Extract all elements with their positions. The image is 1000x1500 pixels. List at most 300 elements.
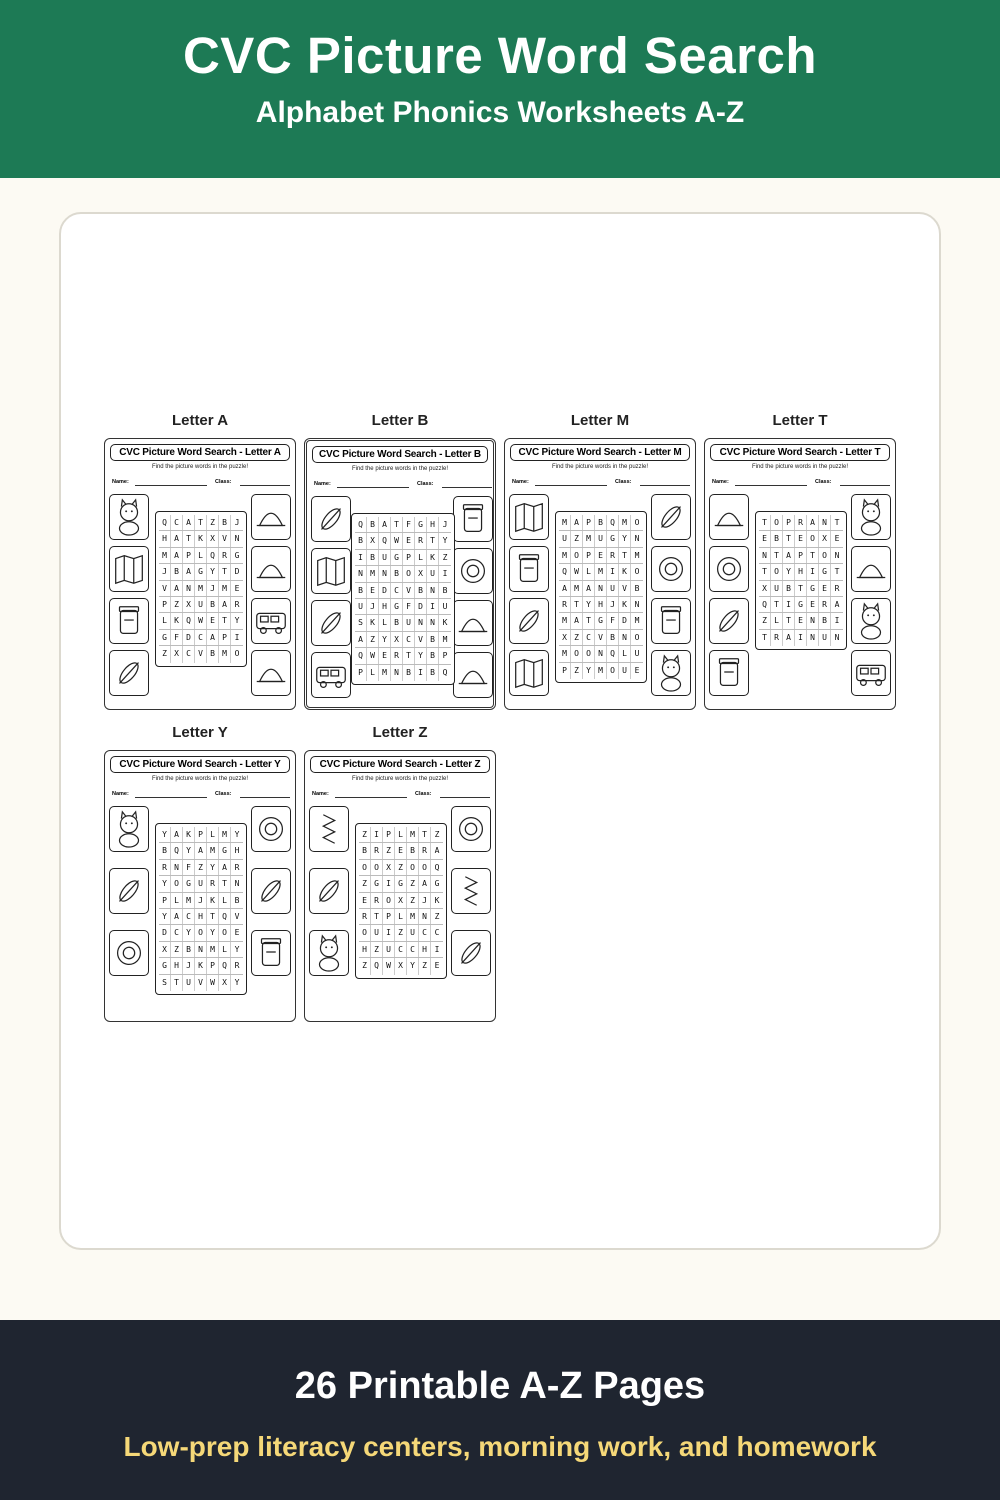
worksheet-thumbnail[interactable] [104,438,296,710]
grid-letter: N [195,942,207,957]
grid-letter: P [559,663,571,679]
grid-letter: Q [442,667,448,677]
grid-letter: E [207,613,219,628]
letter-grid [351,513,455,685]
grid-letter: G [159,630,171,645]
grid-letter: R [419,843,431,858]
jam-icon [109,598,149,644]
grid-letter: U [771,581,783,596]
grid-letter: E [819,581,831,596]
grid-row [159,597,243,613]
bus-icon [311,652,351,698]
grid-letter: T [771,597,783,612]
grid-letter: M [195,581,207,596]
grid-letter: Q [219,909,231,924]
grid-letter: B [359,843,371,858]
grid-letter: T [219,613,231,628]
grid-letter: Y [783,564,795,579]
grid-letter: B [391,566,403,581]
worksheet-title: CVC Picture Word Search - Letter A [110,444,290,461]
grid-letter: I [427,599,439,614]
bat-icon [109,650,149,696]
grid-row [559,613,643,629]
grid-row [559,548,643,564]
footer-tagline: Low-prep literacy centers, morning work, and homework [123,1431,877,1462]
sheet-label: Letter Y [172,724,228,741]
letter-grid [755,511,847,650]
grid-letter: T [219,564,231,579]
grid-letter: F [403,599,415,614]
grid-letter: P [442,651,448,661]
grid-letter: W [391,533,403,548]
name-label: Name: [112,791,129,797]
grid-letter: R [415,533,427,548]
grid-letter: X [367,533,379,548]
grid-letter: Q [559,564,571,579]
grid-letter: B [355,533,367,548]
grid-letter: R [207,876,219,891]
grid-letter: G [234,550,240,560]
grid-letter: G [415,517,427,532]
ten-icon [709,546,749,592]
grid-letter: I [834,616,840,626]
grid-letter: Y [159,827,171,842]
letter-grid [555,511,647,683]
grid-letter: D [234,567,240,577]
grid-row [359,958,443,974]
grid-letter: L [619,646,631,661]
grid-letter: G [607,531,619,546]
worksheet-title: CVC Picture Word Search - Letter T [710,444,890,461]
grid-row [159,876,243,892]
grid-letter: V [619,581,631,596]
grid-letter: Z [419,958,431,974]
grid-letter: Y [234,616,240,626]
grid-letter: U [442,601,448,611]
sheet-label: Letter A [171,412,229,429]
grid-letter: U [607,581,619,596]
worksheet-thumbnail[interactable] [304,438,496,710]
grid-row [355,615,451,631]
grid-row [355,632,451,648]
grid-letter: W [367,648,379,663]
grid-letter: M [207,942,219,957]
grid-letter: Z [407,876,419,891]
milk-icon [651,598,691,644]
name-label: Name: [712,479,729,485]
class-label: Class: [615,479,632,485]
grid-letter: X [415,566,427,581]
grid-letter: R [391,648,403,663]
bib-icon [453,548,493,594]
grid-row [759,581,843,597]
grid-letter: N [234,534,240,544]
grid-letter: B [607,630,619,645]
grid-letter: A [834,599,840,609]
footer-headline: 26 Printable A-Z Pages [294,1365,706,1407]
grid-letter: D [379,583,391,598]
grid-letter: U [619,663,631,679]
grid-letter: N [391,665,403,681]
grid-letter: T [207,909,219,924]
letter-grid [355,823,447,979]
grid-letter: O [807,531,819,546]
grid-letter: C [583,630,595,645]
grid-letter: V [595,630,607,645]
grid-letter: Q [207,548,219,563]
grid-letter: Z [442,552,448,562]
yam-icon [109,868,149,914]
grid-letter: O [383,893,395,908]
grid-letter: Y [183,925,195,940]
worksheet-thumbnail[interactable] [504,438,696,710]
class-label: Class: [815,479,832,485]
grid-letter: R [607,548,619,563]
zucchini-icon [451,930,491,976]
grid-row [355,566,451,582]
page-subtitle: Alphabet Phonics Worksheets A-Z [255,96,745,129]
grid-letter: U [379,550,391,565]
hat-icon [251,494,291,540]
sheet-label: Letter Z [372,724,428,741]
page-title: CVC Picture Word Search [182,27,818,84]
grid-letter: M [159,548,171,563]
grid-letter: I [383,876,395,891]
grid-letter: O [419,860,431,875]
grid-letter: T [391,517,403,532]
grid-letter: M [367,566,379,581]
bun-icon [453,652,493,698]
grid-row [159,564,243,580]
grid-letter: K [171,613,183,628]
grid-letter: M [595,564,607,579]
grid-letter: E [395,843,407,858]
grid-letter: A [219,860,231,875]
grid-letter: T [571,597,583,612]
grid-letter: Q [159,515,171,530]
grid-letter: X [219,975,231,991]
box-icon [453,600,493,646]
grid-row [559,515,643,531]
grid-letter: X [159,942,171,957]
grid-letter: Y [159,876,171,891]
grid-row [759,515,843,531]
zebra-icon [309,930,349,976]
tap-icon [709,598,749,644]
grid-letter: U [819,630,831,646]
grid-letter: M [442,634,448,644]
yacht-icon [251,868,291,914]
grid-letter: U [195,597,207,612]
grid-letter: P [355,665,367,681]
grid-letter: L [219,942,231,957]
worksheet-title: CVC Picture Word Search - Letter B [312,446,488,463]
grid-letter: C [171,925,183,940]
grid-letter: U [371,925,383,940]
grid-letter: K [183,827,195,842]
grid-letter: B [819,613,831,628]
worksheet-thumbnail[interactable] [704,438,896,710]
grid-letter: R [234,599,240,609]
grid-letter: X [171,646,183,662]
grid-letter: A [171,581,183,596]
grid-letter: C [183,909,195,924]
bed-icon [311,548,351,594]
class-label: Class: [417,481,434,487]
yogurt-icon [251,930,291,976]
grid-letter: M [407,909,419,924]
grid-letter: U [634,649,640,659]
grid-letter: N [183,581,195,596]
grid-letter: T [783,613,795,628]
grid-letter: R [159,860,171,875]
grid-letter: X [395,958,407,974]
grid-letter: L [583,564,595,579]
grid-letter: Y [619,531,631,546]
grid-letter: Q [371,958,383,974]
grid-letter: K [367,615,379,630]
grid-letter: B [427,632,439,647]
grid-letter: O [571,548,583,563]
grid-row [159,925,243,941]
grid-letter: O [171,876,183,891]
grid-letter: T [183,531,195,546]
grid-letter: P [159,893,171,908]
grid-letter: P [219,630,231,645]
grid-letter: J [195,893,207,908]
grid-letter: Y [159,909,171,924]
grid-letter: Y [183,843,195,858]
name-label: Name: [512,479,529,485]
grid-letter: B [442,585,448,595]
grid-row [559,564,643,580]
grid-letter: C [195,630,207,645]
grid-letter: H [427,517,439,532]
grid-letter: M [619,515,631,530]
grid-letter: B [367,517,379,532]
grid-letter: T [759,564,771,579]
yak-icon [109,806,149,852]
grid-letter: L [159,613,171,628]
zip-icon [309,806,349,852]
grid-letter: F [183,860,195,875]
grid-letter: X [391,632,403,647]
grid-letter: K [619,564,631,579]
moon-icon [651,546,691,592]
grid-letter: F [607,613,619,628]
grid-letter: V [219,531,231,546]
grid-letter: R [371,843,383,858]
grid-row [759,531,843,547]
footer-banner [0,1320,1000,1500]
grid-row [359,942,443,958]
grid-row [759,597,843,613]
grid-letter: E [359,893,371,908]
grid-letter: B [207,646,219,662]
grid-letter: B [234,895,240,905]
grid-letter: O [819,548,831,563]
grid-letter: G [434,879,440,889]
write-in-line [535,485,607,486]
grid-letter: L [771,613,783,628]
bin-icon [453,496,493,542]
mop-icon [509,598,549,644]
map-icon [509,494,549,540]
grid-letter: E [795,531,807,546]
grid-letter: P [207,958,219,973]
grid-letter: X [383,860,395,875]
grid-letter: Y [583,663,595,679]
grid-letter: B [407,843,419,858]
worksheet-instructions: Find the picture words in the puzzle! [151,464,249,470]
grid-letter: N [427,583,439,598]
grid-letter: J [607,597,619,612]
grid-letter: T [795,581,807,596]
grid-letter: N [807,613,819,628]
grid-letter: R [834,583,840,593]
write-in-line [640,485,690,486]
grid-letter: R [795,515,807,530]
grid-row [559,663,643,679]
grid-letter: N [634,534,640,544]
grid-letter: C [395,942,407,957]
zigzag-icon [451,868,491,914]
grid-letter: Z [359,958,371,974]
worksheet-thumbnail[interactable] [104,750,296,1022]
grid-letter: M [183,893,195,908]
grid-letter: K [207,893,219,908]
grid-row [759,548,843,564]
grid-letter: V [234,911,240,921]
grid-letter: P [383,827,395,842]
grid-letter: Y [207,925,219,940]
cap-icon [251,650,291,696]
grid-letter: X [819,531,831,546]
grid-letter: Q [434,862,440,872]
grid-letter: K [442,618,448,628]
grid-letter: M [559,515,571,530]
grid-letter: U [195,876,207,891]
grid-letter: Z [571,531,583,546]
grid-row [559,597,643,613]
grid-letter: E [367,583,379,598]
grid-letter: R [219,548,231,563]
write-in-line [240,485,290,486]
teddy-icon [851,494,891,540]
letter-grid [155,823,247,995]
grid-letter: I [434,944,440,954]
grid-letter: U [427,566,439,581]
grid-letter: V [195,646,207,662]
tiger-icon [851,598,891,644]
grid-letter: R [819,597,831,612]
header-banner [0,0,1000,178]
grid-letter: F [171,630,183,645]
grid-letter: T [371,909,383,924]
grid-row [359,876,443,892]
grid-letter: H [595,597,607,612]
grid-row [159,827,243,843]
grid-letter: B [427,665,439,681]
grid-letter: N [234,879,240,889]
grid-letter: L [219,893,231,908]
grid-letter: A [207,630,219,645]
grid-letter: T [583,613,595,628]
grid-letter: O [771,564,783,579]
grid-letter: B [634,583,640,593]
grid-letter: O [234,649,240,659]
grid-letter: M [219,581,231,596]
letter-grid [155,511,247,667]
grid-letter: M [219,646,231,662]
grid-letter: Z [195,860,207,875]
grid-letter: B [427,648,439,663]
grid-letter: J [207,581,219,596]
grid-letter: E [379,648,391,663]
grid-letter: T [427,533,439,548]
grid-letter: G [391,550,403,565]
grid-letter: O [571,646,583,661]
grid-letter: T [403,648,415,663]
grid-row [159,581,243,597]
grid-letter: T [619,548,631,563]
train-icon [851,650,891,696]
grid-letter: E [834,534,840,544]
grid-letter: H [795,564,807,579]
grid-letter: W [383,958,395,974]
write-in-line [337,487,409,488]
name-label: Name: [112,479,129,485]
grid-letter: I [371,827,383,842]
grid-letter: Y [207,564,219,579]
grid-letter: O [359,925,371,940]
sheet-label: Letter M [570,412,630,429]
grid-letter: G [371,876,383,891]
grid-letter: H [359,942,371,957]
grid-letter: Z [407,893,419,908]
grid-row [559,531,643,547]
grid-letter: E [595,548,607,563]
grid-letter: T [171,975,183,991]
grid-letter: C [419,925,431,940]
grid-letter: P [583,515,595,530]
grid-letter: M [583,531,595,546]
grid-letter: Z [159,646,171,662]
grid-letter: R [771,630,783,646]
grid-letter: K [434,895,440,905]
grid-letter: Z [571,663,583,679]
grid-letter: B [183,942,195,957]
grid-letter: O [634,518,640,527]
worksheet-thumbnail[interactable] [304,750,496,1022]
grid-letter: B [355,583,367,598]
grid-letter: W [195,613,207,628]
grid-letter: I [807,564,819,579]
map-icon [109,546,149,592]
grid-row [159,909,243,925]
grid-letter: O [219,925,231,940]
grid-letter: P [795,548,807,563]
grid-letter: V [415,632,427,647]
grid-letter: P [183,548,195,563]
grid-row [355,665,451,681]
grid-letter: T [783,531,795,546]
grid-letter: Z [434,911,440,921]
grid-letter: B [403,665,415,681]
grid-letter: T [195,515,207,530]
grid-letter: G [807,581,819,596]
grid-letter: G [219,843,231,858]
